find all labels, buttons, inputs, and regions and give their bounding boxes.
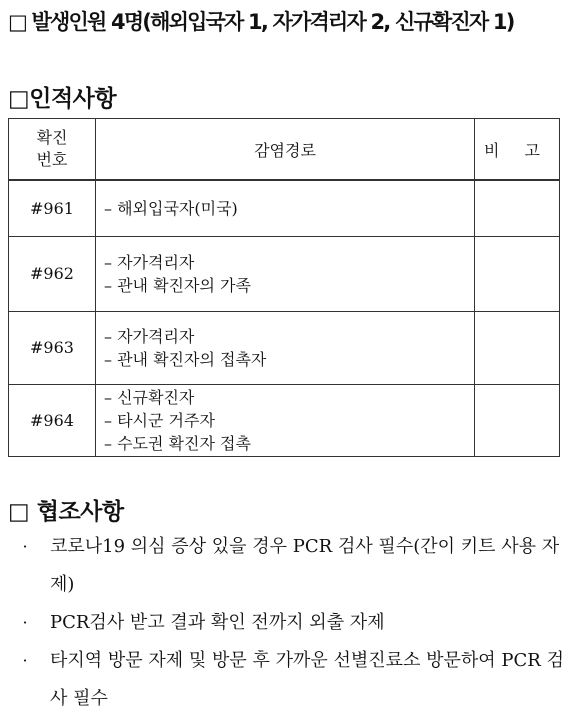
infection-route bbox=[96, 384, 475, 456]
header-case-number: 확진 번호 bbox=[9, 119, 96, 181]
remarks-cell bbox=[475, 384, 560, 456]
case-number: #963 bbox=[9, 311, 96, 384]
infection-route bbox=[96, 311, 475, 384]
cooperation-list bbox=[0, 528, 580, 718]
bullet-marker: · bbox=[22, 651, 28, 670]
list-item bbox=[0, 642, 580, 718]
list-item-text: PCR검사 받고 결과 확인 전까지 외출 자제 bbox=[50, 612, 385, 633]
list-item-text: 코로나19 의심 증상 있을 경우 PCR 검사 필수(간이 키트 사용 자제) bbox=[50, 536, 560, 595]
route-line: – 자가격리자 bbox=[104, 252, 195, 272]
case-number: #961 bbox=[9, 180, 96, 236]
header-remarks: 비 고 bbox=[475, 119, 560, 181]
section-title-cooperation: □ 협조사항 bbox=[8, 499, 124, 525]
table-row bbox=[9, 236, 560, 311]
table-row bbox=[9, 180, 560, 236]
section-title-cases: □인적사항 bbox=[8, 86, 117, 112]
route-line: – 신규확진자 bbox=[104, 387, 195, 407]
infection-route bbox=[96, 236, 475, 311]
remarks-cell bbox=[475, 236, 560, 311]
bullet-marker: · bbox=[22, 613, 28, 632]
cases-table bbox=[8, 118, 560, 457]
remarks-cell bbox=[475, 311, 560, 384]
headline: □ 발생인원 4명(해외입국자 1, 자가격리자 2, 신규확진자 1) bbox=[8, 10, 514, 34]
list-item bbox=[0, 528, 580, 604]
table-row bbox=[9, 311, 560, 384]
route-line: – 수도권 확진자 접촉 bbox=[104, 433, 251, 453]
route-line: – 타시군 거주자 bbox=[104, 410, 215, 430]
header-infection-route: 감염경로 bbox=[96, 119, 475, 181]
bullet-marker: · bbox=[22, 537, 28, 556]
case-number: #964 bbox=[9, 384, 96, 456]
table-row bbox=[9, 384, 560, 456]
route-line: – 관내 확진자의 접촉자 bbox=[104, 349, 267, 369]
route-line: – 관내 확진자의 가족 bbox=[104, 275, 251, 295]
case-number: #962 bbox=[9, 236, 96, 311]
infection-route bbox=[96, 180, 475, 236]
remarks-cell bbox=[475, 180, 560, 236]
route-line: – 해외입국자(미국) bbox=[104, 198, 238, 218]
list-item-text: 타지역 방문 자제 및 방문 후 가까운 선별진료소 방문하여 PCR 검사 필수 bbox=[50, 650, 564, 709]
route-line: – 자가격리자 bbox=[104, 326, 195, 346]
list-item bbox=[0, 604, 580, 642]
table-header-row bbox=[9, 119, 560, 181]
